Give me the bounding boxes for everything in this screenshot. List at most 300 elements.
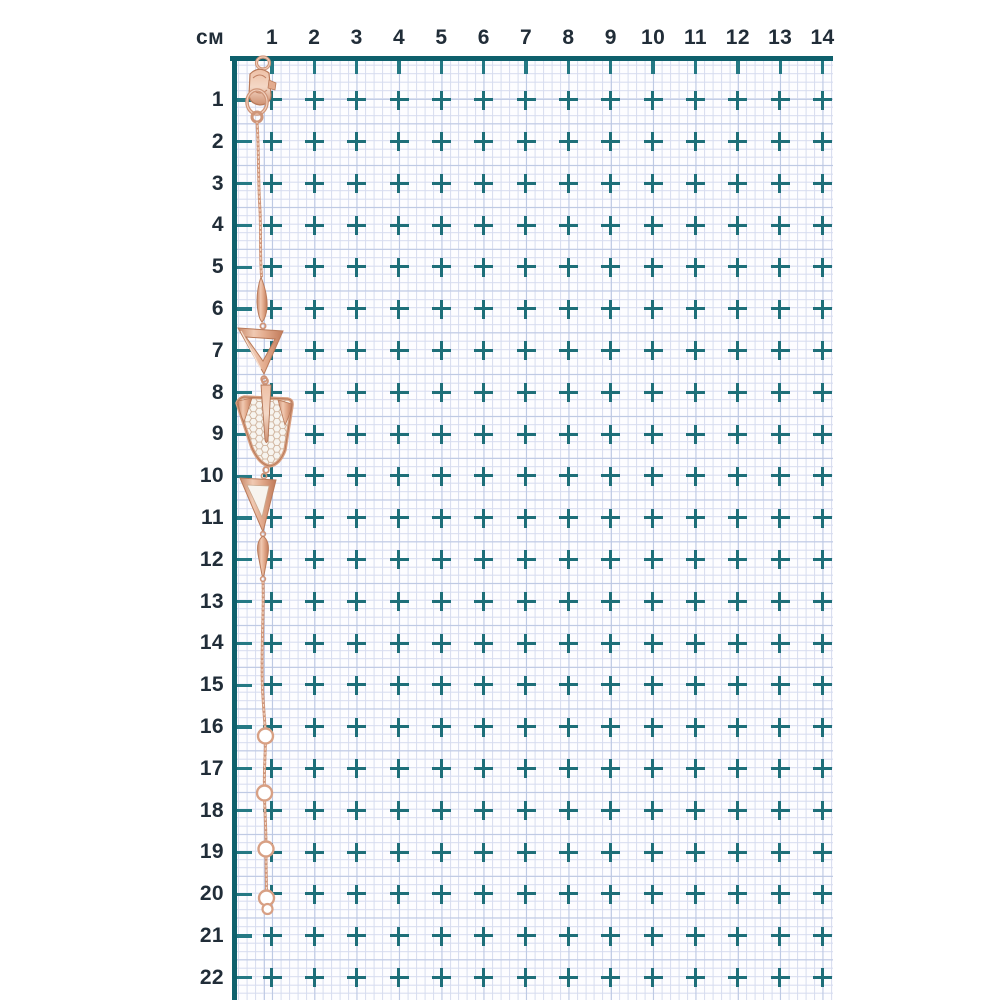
grid-cross <box>559 300 578 319</box>
grid-cross <box>644 467 663 486</box>
grid-cross <box>432 425 451 444</box>
grid-cross <box>813 425 832 444</box>
grid-cross <box>347 759 366 778</box>
grid-cross <box>728 843 747 862</box>
grid-cross <box>559 341 578 360</box>
grid-tick <box>237 976 252 979</box>
grid-cross <box>432 216 451 235</box>
grid-cross <box>559 927 578 946</box>
column-label: 9 <box>604 26 617 49</box>
grid-cross <box>517 676 536 695</box>
grid-cross <box>601 968 620 987</box>
grid-cross <box>728 300 747 319</box>
grid-cross <box>771 174 790 193</box>
grid-cross <box>813 467 832 486</box>
grid-cross <box>559 216 578 235</box>
grid-cross <box>644 258 663 277</box>
grid-cross <box>347 467 366 486</box>
grid-cross <box>813 927 832 946</box>
grid-cross <box>813 550 832 569</box>
grid-tick <box>440 61 443 74</box>
grid-tick <box>609 61 612 74</box>
grid-cross <box>813 132 832 151</box>
grid-tick <box>821 61 824 74</box>
grid-cross <box>644 718 663 737</box>
grid-cross <box>644 132 663 151</box>
grid-cross <box>347 885 366 904</box>
grid-cross <box>559 885 578 904</box>
grid-cross <box>686 592 705 611</box>
grid-cross <box>347 927 366 946</box>
row-label: 14 <box>199 631 224 655</box>
grid-cross <box>390 467 409 486</box>
lobster-clasp <box>247 57 276 122</box>
grid-cross <box>432 509 451 528</box>
grid-cross <box>601 718 620 737</box>
grid-tick <box>736 61 739 74</box>
grid-cross <box>390 968 409 987</box>
grid-cross <box>474 759 493 778</box>
grid-cross <box>601 174 620 193</box>
grid-cross <box>601 759 620 778</box>
grid-cross <box>474 676 493 695</box>
grid-cross <box>474 300 493 319</box>
grid-cross <box>559 968 578 987</box>
grid-cross <box>686 258 705 277</box>
row-label: 17 <box>199 756 224 780</box>
grid-cross <box>432 132 451 151</box>
column-label: 7 <box>520 26 533 49</box>
row-label: 2 <box>211 129 224 153</box>
grid-cross <box>432 718 451 737</box>
grid-cross <box>263 968 282 987</box>
triangle-frame-link <box>238 328 283 382</box>
grid-cross <box>601 509 620 528</box>
grid-cross <box>686 300 705 319</box>
grid-cross <box>771 216 790 235</box>
grid-cross <box>644 634 663 653</box>
grid-tick <box>313 61 316 74</box>
grid-cross <box>728 718 747 737</box>
row-label: 11 <box>201 506 224 529</box>
grid-cross <box>559 718 578 737</box>
grid-cross <box>474 718 493 737</box>
grid-cross <box>347 216 366 235</box>
grid-cross <box>644 968 663 987</box>
grid-cross <box>517 885 536 904</box>
grid-cross <box>347 425 366 444</box>
row-label: 20 <box>199 882 224 906</box>
grid-cross <box>390 550 409 569</box>
grid-cross <box>474 341 493 360</box>
grid-cross <box>559 843 578 862</box>
row-label: 4 <box>211 213 224 237</box>
grid-cross <box>644 885 663 904</box>
grid-cross <box>559 676 578 695</box>
row-label: 18 <box>199 798 224 822</box>
grid-cross <box>601 300 620 319</box>
grid-cross <box>559 91 578 110</box>
grid-cross <box>517 968 536 987</box>
grid-tick <box>482 61 485 74</box>
grid-cross <box>644 509 663 528</box>
grid-cross <box>347 843 366 862</box>
grid-cross <box>728 592 747 611</box>
grid-cross <box>601 91 620 110</box>
grid-cross <box>390 509 409 528</box>
grid-cross <box>728 174 747 193</box>
grid-cross <box>390 132 409 151</box>
grid-cross <box>771 759 790 778</box>
grid-cross <box>771 968 790 987</box>
grid-cross <box>559 383 578 402</box>
grid-cross <box>390 91 409 110</box>
grid-cross <box>559 759 578 778</box>
grid-cross <box>517 759 536 778</box>
grid-cross <box>728 759 747 778</box>
grid-cross <box>432 885 451 904</box>
grid-cross <box>813 759 832 778</box>
grid-cross <box>686 467 705 486</box>
grid-cross <box>728 927 747 946</box>
grid-cross <box>347 91 366 110</box>
grid-cross <box>771 509 790 528</box>
sizing-ring <box>257 786 272 801</box>
grid-cross <box>728 509 747 528</box>
grid-cross <box>644 300 663 319</box>
grid-cross <box>517 258 536 277</box>
grid-cross <box>644 174 663 193</box>
grid-cross <box>347 509 366 528</box>
row-label: 9 <box>211 422 224 446</box>
grid-cross <box>601 592 620 611</box>
grid-cross <box>601 216 620 235</box>
row-label: 5 <box>211 255 224 279</box>
grid-cross <box>474 258 493 277</box>
grid-cross <box>771 843 790 862</box>
grid-cross <box>559 550 578 569</box>
honeycomb-shield-pendant <box>237 378 292 473</box>
grid-cross <box>432 676 451 695</box>
grid-cross <box>559 801 578 820</box>
grid-tick <box>237 934 252 937</box>
grid-cross <box>347 341 366 360</box>
grid-cross <box>686 676 705 695</box>
column-label: 14 <box>810 26 835 49</box>
grid-cross <box>813 592 832 611</box>
grid-cross <box>644 927 663 946</box>
row-label: 13 <box>199 589 224 613</box>
grid-cross <box>771 927 790 946</box>
grid-cross <box>390 383 409 402</box>
column-label: 5 <box>435 26 448 49</box>
grid-cross <box>601 383 620 402</box>
grid-cross <box>728 885 747 904</box>
column-label: 12 <box>725 26 750 49</box>
grid-cross <box>517 927 536 946</box>
sizing-ring <box>259 842 274 857</box>
grid-cross <box>517 467 536 486</box>
grid-cross <box>390 718 409 737</box>
grid-cross <box>347 550 366 569</box>
grid-cross <box>305 968 324 987</box>
grid-cross <box>559 425 578 444</box>
grid-cross <box>517 592 536 611</box>
grid-cross <box>728 341 747 360</box>
grid-cross <box>517 383 536 402</box>
grid-cross <box>390 174 409 193</box>
row-label: 22 <box>199 965 224 989</box>
grid-cross <box>390 927 409 946</box>
grid-cross <box>347 718 366 737</box>
grid-cross <box>728 258 747 277</box>
grid-cross <box>517 634 536 653</box>
grid-cross <box>432 843 451 862</box>
grid-cross <box>771 676 790 695</box>
row-label: 10 <box>199 464 224 488</box>
grid-cross <box>771 467 790 486</box>
grid-cross <box>432 968 451 987</box>
grid-cross <box>559 509 578 528</box>
grid-cross <box>517 801 536 820</box>
grid-cross <box>390 676 409 695</box>
grid-cross <box>771 300 790 319</box>
grid-cross <box>771 634 790 653</box>
grid-cross <box>517 509 536 528</box>
grid-cross <box>771 425 790 444</box>
grid-cross <box>559 258 578 277</box>
grid-cross <box>813 216 832 235</box>
grid-cross <box>432 467 451 486</box>
grid-cross <box>347 383 366 402</box>
grid-cross <box>305 927 324 946</box>
grid-cross <box>474 885 493 904</box>
grid-cross <box>517 843 536 862</box>
grid-cross <box>474 467 493 486</box>
grid-cross <box>390 843 409 862</box>
grid-cross <box>601 341 620 360</box>
grid-cross <box>728 467 747 486</box>
grid-cross <box>474 132 493 151</box>
grid-cross <box>728 216 747 235</box>
grid-cross <box>601 258 620 277</box>
grid-cross <box>771 91 790 110</box>
grid-cross <box>644 759 663 778</box>
grid-cross <box>644 91 663 110</box>
grid-cross <box>474 174 493 193</box>
grid-cross <box>686 174 705 193</box>
grid-cross <box>813 174 832 193</box>
grid-cross <box>686 927 705 946</box>
grid-cross <box>517 425 536 444</box>
grid-cross <box>390 258 409 277</box>
grid-cross <box>474 843 493 862</box>
grid-cross <box>347 174 366 193</box>
grid-cross <box>686 550 705 569</box>
grid-cross <box>474 216 493 235</box>
grid-tick <box>694 61 697 74</box>
grid-cross <box>390 341 409 360</box>
grid-cross <box>813 258 832 277</box>
grid-cross <box>728 676 747 695</box>
row-label: 1 <box>211 88 224 111</box>
grid-cross <box>517 174 536 193</box>
grid-cross <box>347 968 366 987</box>
grid-cross <box>601 676 620 695</box>
grid-cross <box>474 509 493 528</box>
grid-cross <box>347 132 366 151</box>
unit-label-cm: см <box>195 26 224 49</box>
grid-cross <box>771 592 790 611</box>
column-label: 10 <box>641 26 666 49</box>
grid-cross <box>517 132 536 151</box>
grid-cross <box>474 968 493 987</box>
grid-tick <box>524 61 527 74</box>
grid-cross <box>432 592 451 611</box>
grid-cross <box>390 801 409 820</box>
grid-cross <box>771 801 790 820</box>
grid-cross <box>601 550 620 569</box>
grid-cross <box>686 718 705 737</box>
grid-cross <box>771 341 790 360</box>
end-ring <box>263 904 273 914</box>
grid-cross <box>686 634 705 653</box>
grid-cross <box>347 592 366 611</box>
grid-cross <box>813 634 832 653</box>
grid-cross <box>390 425 409 444</box>
grid-cross <box>559 132 578 151</box>
grid-cross <box>432 258 451 277</box>
grid-cross <box>601 801 620 820</box>
column-label: 13 <box>768 26 793 49</box>
grid-cross <box>686 91 705 110</box>
grid-tick <box>567 61 570 74</box>
grid-cross <box>347 676 366 695</box>
grid-cross <box>390 592 409 611</box>
column-label: 2 <box>308 26 321 49</box>
upper-chain <box>257 122 262 276</box>
grid-cross <box>686 843 705 862</box>
column-label: 4 <box>393 26 406 49</box>
column-label: 6 <box>477 26 490 49</box>
grid-cross <box>686 383 705 402</box>
grid-cross <box>686 801 705 820</box>
grid-cross <box>728 425 747 444</box>
grid-cross <box>686 341 705 360</box>
grid-cross <box>728 91 747 110</box>
row-label: 19 <box>199 840 224 864</box>
row-label: 16 <box>199 715 224 738</box>
grid-cross <box>771 718 790 737</box>
row-label: 8 <box>211 380 224 404</box>
row-label: 6 <box>211 297 224 320</box>
column-label: 3 <box>350 26 363 49</box>
grid-cross <box>728 968 747 987</box>
grid-cross <box>686 885 705 904</box>
grid-cross <box>474 550 493 569</box>
grid-cross <box>771 132 790 151</box>
row-label: 21 <box>199 924 224 947</box>
grid-cross <box>644 383 663 402</box>
grid-cross <box>601 885 620 904</box>
grid-cross <box>517 216 536 235</box>
grid-cross <box>474 425 493 444</box>
grid-cross <box>559 634 578 653</box>
grid-cross <box>644 341 663 360</box>
grid-cross <box>347 634 366 653</box>
grid-cross <box>813 801 832 820</box>
grid-cross <box>813 843 832 862</box>
grid-cross <box>474 91 493 110</box>
grid-cross <box>432 300 451 319</box>
column-label: 8 <box>562 26 575 49</box>
grid-cross <box>517 300 536 319</box>
grid-cross <box>432 759 451 778</box>
grid-cross <box>432 341 451 360</box>
grid-cross <box>432 801 451 820</box>
grid-cross <box>601 927 620 946</box>
grid-cross <box>644 843 663 862</box>
row-label: 3 <box>211 171 224 195</box>
grid-cross <box>432 550 451 569</box>
grid-cross <box>474 383 493 402</box>
column-label: 11 <box>684 26 707 49</box>
grid-cross <box>517 718 536 737</box>
grid-cross <box>728 132 747 151</box>
grid-cross <box>813 383 832 402</box>
grid-cross <box>686 759 705 778</box>
grid-tick <box>355 61 358 74</box>
grid-cross <box>728 801 747 820</box>
grid-cross <box>771 550 790 569</box>
lower-chain <box>257 582 274 914</box>
grid-cross <box>474 634 493 653</box>
grid-cross <box>390 759 409 778</box>
grid-cross <box>813 91 832 110</box>
grid-cross <box>347 801 366 820</box>
grid-cross <box>644 216 663 235</box>
grid-cross <box>601 132 620 151</box>
grid-cross <box>347 258 366 277</box>
row-label: 7 <box>211 338 224 362</box>
grid-cross <box>390 634 409 653</box>
grid-cross <box>686 509 705 528</box>
column-label: 1 <box>265 26 279 49</box>
grid-cross <box>432 91 451 110</box>
grid-cross <box>686 968 705 987</box>
grid-tick <box>397 61 400 74</box>
grid-cross <box>559 592 578 611</box>
grid-cross <box>771 885 790 904</box>
teardrop-spike-link <box>258 536 269 581</box>
grid-cross <box>474 927 493 946</box>
grid-cross <box>644 592 663 611</box>
grid-cross <box>686 132 705 151</box>
grid-cross <box>390 216 409 235</box>
grid-cross <box>686 425 705 444</box>
grid-cross <box>813 718 832 737</box>
grid-cross <box>686 216 705 235</box>
grid-cross <box>601 843 620 862</box>
grid-cross <box>728 550 747 569</box>
grid-tick <box>779 61 782 74</box>
grid-cross <box>644 550 663 569</box>
grid-cross <box>390 885 409 904</box>
grid-cross <box>644 425 663 444</box>
grid-cross <box>728 634 747 653</box>
grid-cross <box>728 383 747 402</box>
grid-cross <box>432 174 451 193</box>
